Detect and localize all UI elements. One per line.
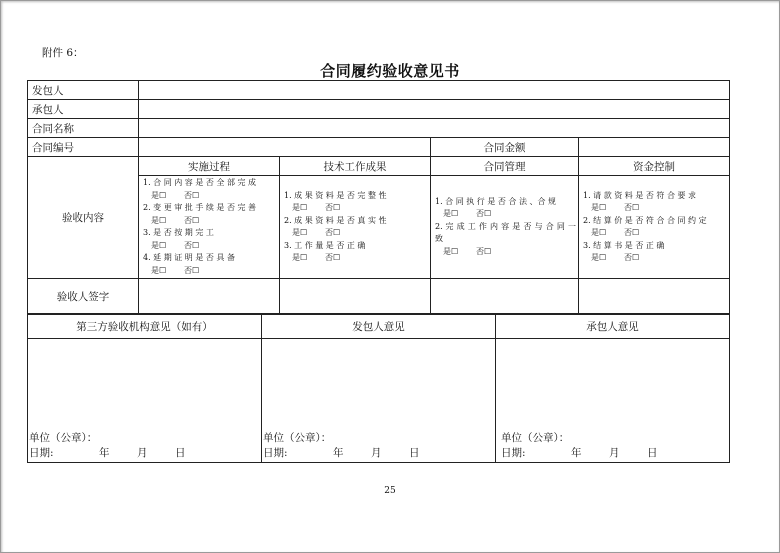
check-options[interactable]: 是☐ 否☐ [443, 209, 492, 219]
opinion-header-third-party: 第三方验收机构意见（如有） [28, 314, 262, 339]
signature-cell-process[interactable] [139, 279, 280, 315]
check-item: 1. 请 款 资 料 是 否 符 合 要 求 [583, 190, 697, 200]
date-line: 日期: 年 月 日 [501, 447, 658, 459]
contractor-value-cell[interactable] [139, 100, 730, 119]
contract-amount-value-cell[interactable] [579, 138, 730, 157]
opinions-table [27, 313, 730, 463]
contract-info-table [27, 80, 730, 315]
contract-name-label: 合同名称 [28, 119, 139, 138]
check-item: 1. 成 果 资 料 是 否 完 整 性 [284, 190, 387, 200]
check-options[interactable]: 是☐ 否☐ [292, 228, 341, 237]
col-header-fund-control: 资金控制 [579, 157, 730, 176]
checklist-fund-control [579, 176, 730, 279]
opinion-cell-third-party[interactable] [28, 339, 262, 463]
check-options[interactable]: 是☐ 否☐ [151, 265, 200, 275]
contract-name-value-cell[interactable] [139, 119, 730, 138]
contractor-label: 承包人 [28, 100, 139, 119]
check-item: 4. 延 期 证 明 是 否 具 备 [143, 253, 235, 262]
date-line: 日期: 年 月 日 [29, 447, 186, 459]
check-options[interactable]: 是☐ 否☐ [292, 253, 341, 262]
check-options[interactable]: 是☐ 否☐ [292, 203, 341, 212]
check-options[interactable]: 是☐ 否☐ [151, 240, 200, 250]
check-item: 2. 结 算 价 是 否 符 合 合 同 约 定 [583, 215, 707, 225]
col-header-process: 实施过程 [139, 157, 280, 176]
check-item: 2. 成 果 资 料 是 否 真 实 性 [284, 215, 387, 225]
check-options[interactable]: 是☐ 否☐ [591, 253, 640, 262]
check-options[interactable]: 是☐ 否☐ [591, 228, 640, 237]
check-item: 3. 结 算 书 是 否 正 确 [583, 240, 665, 250]
check-item: 3. 是 否 按 期 完 工 [143, 228, 214, 237]
opinion-header-contractor: 承包人意见 [496, 314, 730, 339]
check-options[interactable]: 是☐ 否☐ [591, 203, 640, 212]
check-item: 1. 合 同 执 行 是 否 合 法 、合 规 [435, 196, 557, 206]
opinion-cell-contractor[interactable] [496, 339, 730, 463]
check-item: 2. 变 更 审 批 手 续 是 否 完 善 [143, 203, 257, 212]
signature-label: 验收人签字 [28, 279, 139, 315]
check-options[interactable]: 是☐ 否☐ [443, 246, 492, 256]
check-options[interactable]: 是☐ 否☐ [151, 190, 200, 200]
signature-cell-tech[interactable] [280, 279, 431, 315]
contract-amount-label: 合同金额 [431, 138, 579, 157]
contract-no-value-cell[interactable] [139, 138, 431, 157]
unit-seal-line: 单位（公章）： [29, 432, 98, 444]
document-title: 合同履约验收意见书 [320, 62, 460, 80]
unit-seal-line: 单位（公章）： [501, 432, 570, 444]
acceptance-content-label: 验收内容 [28, 157, 139, 279]
check-item: 2. 完 成 工 作 内 容 是 否 与 合 同 一 致 [435, 221, 576, 244]
unit-seal-line: 单位（公章）： [263, 432, 332, 444]
checklist-tech-results [280, 176, 431, 279]
employer-value-cell[interactable] [139, 81, 730, 100]
opinion-cell-employer[interactable] [262, 339, 496, 463]
employer-label: 发包人 [28, 81, 139, 100]
check-item: 3. 工 作 量 是 否 正 确 [284, 240, 366, 250]
checklist-process [139, 176, 280, 279]
contract-no-label: 合同编号 [28, 138, 139, 157]
date-line: 日期: 年 月 日 [263, 447, 420, 459]
col-header-tech-results: 技术工作成果 [280, 157, 431, 176]
attachment-label: 附件 6： [42, 47, 84, 59]
col-header-contract-mgmt: 合同管理 [431, 157, 579, 176]
page-number: 25 [384, 486, 396, 496]
signature-cell-fund[interactable] [579, 279, 730, 315]
check-options[interactable]: 是☐ 否☐ [151, 215, 200, 225]
checklist-contract-mgmt [431, 176, 579, 279]
signature-cell-contract[interactable] [431, 279, 579, 315]
check-item: 1. 合 同 内 容 是 否 全 部 完 成 [143, 178, 257, 187]
opinion-header-employer: 发包人意见 [262, 314, 496, 339]
